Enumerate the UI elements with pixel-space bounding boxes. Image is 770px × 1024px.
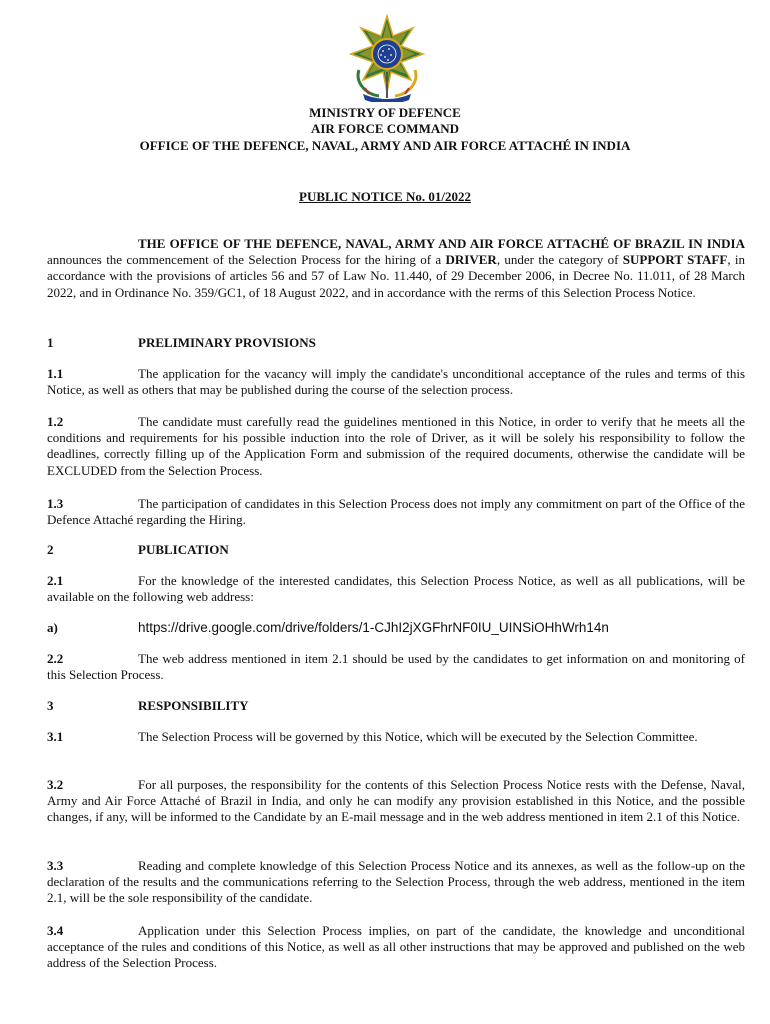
clause-number: 3.4 xyxy=(47,923,64,938)
clause-3-1 xyxy=(47,729,745,745)
clause-3-3 xyxy=(47,858,745,907)
section-number: 3 xyxy=(47,698,54,713)
office-heading: OFFICE OF THE DEFENCE, NAVAL, ARMY AND AIR FORCE ATTACHÉ IN INDIA xyxy=(139,138,631,153)
brazil-coat-of-arms-icon xyxy=(349,14,425,102)
clause-text: Application under this Selection Process implies, on part of the candidate, the knowledge and unconditional acceptance of the rules and conditions of this Notice, as well as all other instructions that may be approved and published on the web address of the Selection Process. xyxy=(47,923,745,971)
clause-text: The participation of candidates in this Selection Process does not imply any commitment on part of the Office of the Defence Attaché regarding the Hiring. xyxy=(47,496,745,528)
intro-driver: DRIVER xyxy=(445,252,497,268)
clause-number: 1.3 xyxy=(47,496,64,511)
section-number: 1 xyxy=(47,335,54,350)
clause-text: Reading and complete knowledge of this Selection Process Notice and its annexes, as well as the follow-up on the declaration of the results and the communications referring to the Selection Process, through the web address, mentioned in the item 2.1, will be the sole responsibility of the candidate. xyxy=(47,858,745,906)
clause-number: a) xyxy=(47,620,58,635)
clause-number: 3.3 xyxy=(47,858,64,873)
intro-support-staff: SUPPORT STAFF xyxy=(622,252,728,268)
clause-number: 2.2 xyxy=(47,651,64,666)
intro-bold-lead: THE OFFICE OF THE DEFENCE, NAVAL, ARMY AND AIR FORCE ATTACHÉ OF BRAZIL IN INDIA xyxy=(138,236,745,251)
clause-text: The web address mentioned in item 2.1 should be used by the candidates to get information on and monitoring of this Selection Process. xyxy=(47,651,745,683)
clause-text: For the knowledge of the interested candidates, this Selection Process Notice, as well as all publications, will be available on the following web address: xyxy=(47,573,745,605)
intro-text-3: , in accordance with the provisions of articles 56 and 57 of Law No. 11.440, of 29 December 2006, in Decree No. 11.011, of 28 March 2022, and in Ordinance No. 359/GC1, of 18 August 2022, and in accordance with the rerms of this Selection Process Notice. xyxy=(47,252,746,300)
clause-number: 1.2 xyxy=(47,414,64,429)
clause-2-1 xyxy=(47,573,745,605)
command-heading: AIR FORCE COMMAND xyxy=(310,121,460,136)
clause-1-2 xyxy=(47,414,745,479)
clause-1-3 xyxy=(47,496,745,528)
web-address-link[interactable]: https://drive.google.com/drive/folders/1-CJhI2jXGFhrNF0IU_UINSiOHhWrh14n xyxy=(138,620,609,635)
clause-3-2 xyxy=(47,777,745,826)
section-heading-1 xyxy=(47,335,316,351)
clause-3-4 xyxy=(47,923,745,972)
clause-2-a xyxy=(47,620,745,636)
clause-number: 2.1 xyxy=(47,573,64,588)
section-title: PRELIMINARY PROVISIONS xyxy=(138,335,316,350)
section-heading-2 xyxy=(47,542,229,558)
section-heading-3 xyxy=(47,698,249,714)
clause-text: For all purposes, the responsibility for the contents of this Selection Process Notice rests with the Defense, Naval, Army and Air Force Attaché of Brazil in India, and only he can modify any provision established in this Notice, and the possible changes, if any, will be informed to the Candidate by an E-mail message and in the web address mentioned in item 2.1 of this Notice. xyxy=(47,777,745,825)
clause-text: The candidate must carefully read the guidelines mentioned in this Notice, in order to verify that he meets all the conditions and requirements for his possible induction into the role of Driver, as it will be solely his responsibility to follow the deadlines, correctly filling up of the Application Form and submission of the required documents, otherwise the candidate will be EXCLUDED from the Selection Process. xyxy=(47,414,745,478)
clause-text: The Selection Process will be governed by this Notice, which will be executed by the Selection Committee. xyxy=(138,729,698,744)
ministry-heading: MINISTRY OF DEFENCE xyxy=(309,105,461,120)
clause-2-2 xyxy=(47,651,745,683)
section-title: RESPONSIBILITY xyxy=(138,698,249,713)
clause-number: 1.1 xyxy=(47,366,64,381)
section-number: 2 xyxy=(47,542,54,557)
notice-title: PUBLIC NOTICE No. 01/2022 xyxy=(299,189,471,204)
clause-text: The application for the vacancy will imply the candidate's unconditional acceptance of the rules and terms of this Notice, as well as others that may be published during the course of the selection process. xyxy=(47,366,745,398)
clause-number: 3.2 xyxy=(47,777,64,792)
clause-number: 3.1 xyxy=(47,729,64,744)
section-title: PUBLICATION xyxy=(138,542,229,557)
intro-paragraph xyxy=(47,236,745,301)
intro-text-1: announces the commencement of the Selection Process for the hiring of a xyxy=(47,252,446,268)
intro-text-2: , under the category of xyxy=(496,252,623,268)
clause-1-1 xyxy=(47,366,745,398)
